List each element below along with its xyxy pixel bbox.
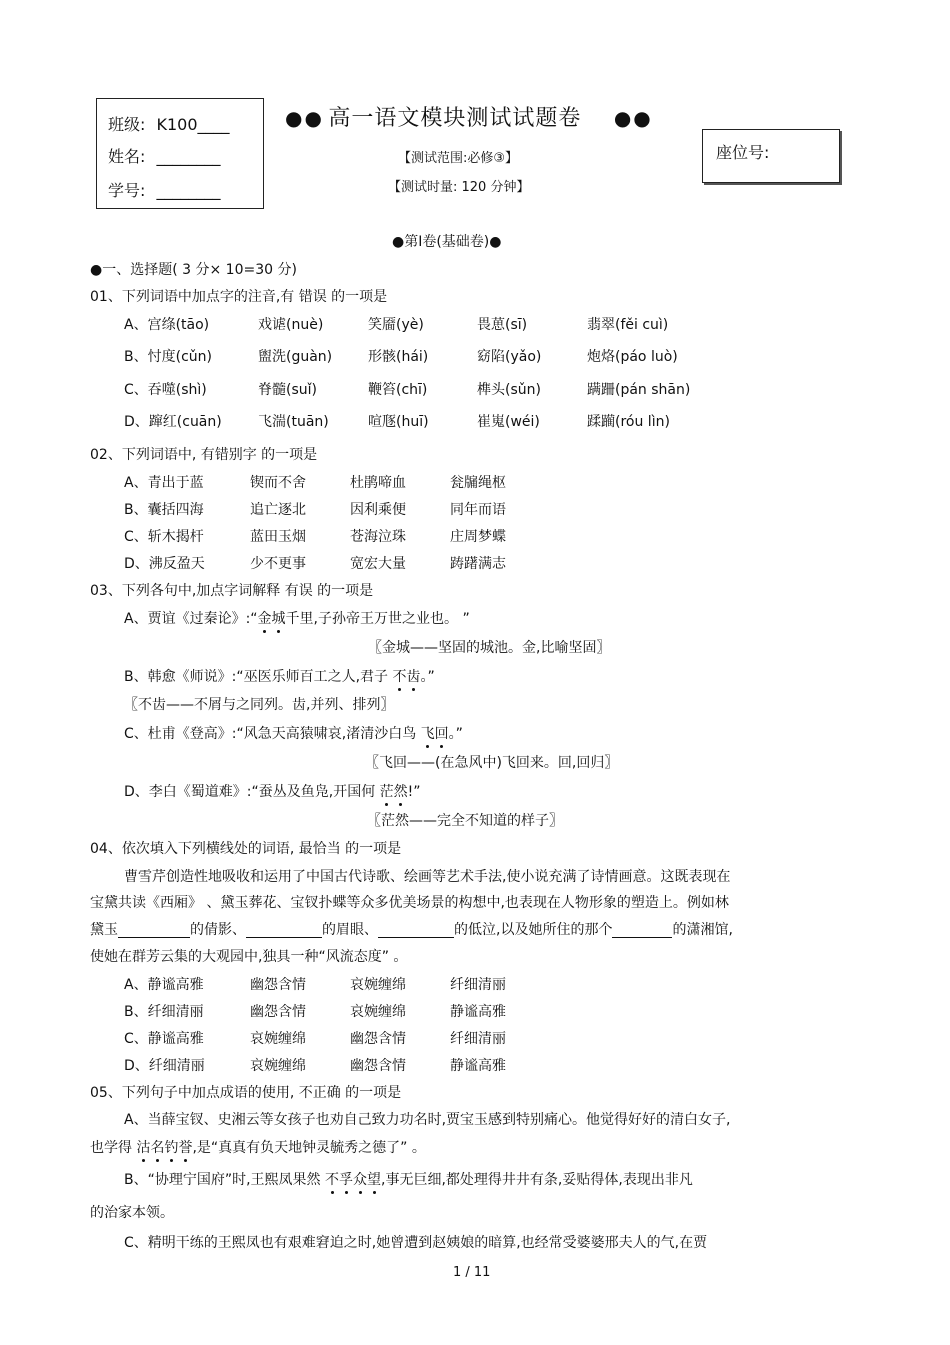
option-cell: 窈陷(yǎo) [477,349,542,365]
id-label: 学号: [108,181,146,200]
option-cell: D、蹿红(cuān) [124,414,222,430]
option-cell: 幽怨含情 [250,1004,306,1020]
question-05-option-a-line2 [90,1141,426,1155]
option-cell: 脊髓(suǐ) [258,382,317,398]
option-cell: D、纤细清丽 [124,1058,205,1074]
seat-label: 座位号: [716,143,770,162]
option-cell: 静谧高雅 [450,1004,506,1020]
fill-blank [612,923,672,938]
option-cell: C、吞噬(shì) [124,382,207,398]
emphasized-word: 金城 [257,611,286,627]
option-cell: A、青出于蓝 [124,475,204,491]
emphasized-word: 沽名钓誉 [136,1140,193,1156]
option-cell: 哀婉缠绵 [250,1058,306,1074]
question-03-option-a [124,612,470,626]
passage-text: 的倩影、 [190,922,246,938]
question-05-stem: 05、下列句子中加点成语的使用, 不正确 的一项是 [90,1085,402,1101]
option-cell: 瓮牖绳枢 [450,475,506,491]
question-01-stem: 01、下列词语中加点字的注音,有 错误 的一项是 [90,289,388,305]
fill-blank [246,923,322,938]
option-cell: 蹂躏(róu lìn) [587,414,670,430]
option-cell: 鞭笞(chī) [368,382,428,398]
option-cell: C、静谧高雅 [124,1031,204,1047]
option-cell: 踌躇满志 [450,556,506,572]
option-cell: B、囊括四海 [124,502,204,518]
page-number: 1 / 11 [453,1265,491,1280]
option-cell: 纤细清丽 [450,977,506,993]
class-field [108,117,230,133]
emphasized-word: 茫然 [379,784,408,800]
option-cell: 崔嵬(wéi) [477,414,540,430]
option-cell: 锲而不舍 [250,475,306,491]
question-03-note-a: 〖金城——坚固的城池。金,比喻坚固〗 [368,640,611,656]
option-cell: 哀婉缠绵 [350,977,406,993]
question-05-option-c-line1: C、精明干练的王熙凤也有艰难窘迫之时,她曾遭到赵姨娘的暗算,也经常受婆婆邢夫人的气,在贾 [124,1235,708,1251]
option-text: 。” [420,669,435,685]
option-cell: 幽怨含情 [250,977,306,993]
test-scope: 【测试范围:必修③】 [398,151,519,166]
question-03-option-b [124,670,435,684]
passage-text: 黛玉 [90,922,118,938]
option-cell: 炮烙(páo luò) [587,349,678,365]
question-03-option-c [124,727,463,741]
option-text: A、贾谊《过秦论》:“ [124,611,258,627]
section-heading: ●一、选择题( 3 分× 10=30 分) [90,262,297,278]
option-cell: 宽宏大量 [350,556,406,572]
option-text: 也学得 [90,1140,137,1156]
passage-line: 使她在群芳云集的大观园中,独具一种“风流态度” 。 [90,949,408,965]
test-time: 【测试时量: 120 分钟】 [388,180,530,195]
option-cell: 同年而语 [450,502,506,518]
class-label: 班级: [108,115,146,134]
emphasized-word: 不孚众望 [325,1172,382,1188]
fill-blank [378,923,454,938]
option-cell: 追亡逐北 [250,502,306,518]
option-cell: 哀婉缠绵 [350,1004,406,1020]
id-field [108,183,221,199]
option-cell: B、纤细清丽 [124,1004,204,1020]
option-text: 千里,子孙帝王万世之业也。 ” [285,611,470,627]
option-text: 。” [448,726,463,742]
name-field [108,149,221,165]
option-cell: 庄周梦蝶 [450,529,506,545]
title-dots-left: ●● [285,106,324,130]
title-dots-right: ●● [613,106,653,130]
option-cell: 静谧高雅 [450,1058,506,1074]
fill-blank [118,923,190,938]
passage-text: 的潇湘馆, [672,922,733,938]
option-cell: A、宫绦(tāo) [124,317,210,333]
option-cell: 榫头(sǔn) [477,382,541,398]
option-cell: C、斩木揭杆 [124,529,204,545]
option-text: C、杜甫《登高》:“风急天高猿啸哀,渚清沙白鸟 [124,726,421,742]
emphasized-word: 不齿 [392,669,421,685]
passage-text: 的眉眼、 [322,922,378,938]
question-03-note-c: 〖飞回——(在急风中)飞回来。回,回归〗 [365,755,619,771]
question-05-option-a-line1: A、当薛宝钗、史湘云等女孩子也劝自己致力功名时,贾宝玉感到特别痛心。他觉得好好的清白女子, [124,1112,731,1128]
option-text: !” [407,784,421,800]
option-cell: 少不更事 [250,556,306,572]
question-03-note-d: 〖茫然——完全不知道的样子〗 [367,813,563,829]
option-cell: 纤细清丽 [450,1031,506,1047]
option-cell: 畏葸(sī) [477,317,528,333]
option-text: ,是“真真有负天地钟灵毓秀之德了” 。 [192,1140,426,1156]
option-cell: 幽怨含情 [350,1058,406,1074]
question-03-option-d [124,785,421,799]
option-text: B、韩愈《师说》:“巫医乐师百工之人,君子 [124,669,393,685]
option-text: D、李白《蜀道难》:“蚕丛及鱼凫,开国何 [124,784,380,800]
name-label: 姓名: [108,147,146,166]
emphasized-word: 飞回 [420,726,449,742]
option-cell: D、沸反盈天 [124,556,205,572]
option-cell: 飞湍(tuān) [258,414,329,430]
question-04-stem: 04、依次填入下列横线处的词语, 最恰当 的一项是 [90,841,402,857]
option-cell: 戏谑(nuè) [258,317,324,333]
option-cell: 因利乘便 [350,502,406,518]
option-cell: A、静谧高雅 [124,977,204,993]
option-text: B、“协理宁国府”时,王熙凤果然 [124,1172,326,1188]
option-cell: 杜鹃啼血 [350,475,406,491]
option-cell: 幽怨含情 [350,1031,406,1047]
id-blank: ________ [156,181,221,200]
option-cell: 盥洗(guàn) [258,349,333,365]
class-value: K100____ [156,115,230,134]
question-02-stem: 02、下列词语中, 有错别字 的一项是 [90,447,318,463]
option-cell: 哀婉缠绵 [250,1031,306,1047]
option-cell: 蹒跚(pán shān) [587,382,691,398]
option-text: ,事无巨细,都处理得井井有条,妥贴得体,表现出非凡 [381,1172,693,1188]
page-title [285,108,653,130]
passage-text: 的低泣,以及她所住的那个 [454,922,613,938]
name-blank: ________ [156,147,221,166]
passage-line: 宝黛共读《西厢》 、黛玉葬花、宝钗扑蝶等众多优美场景的构想中,也表现在人物形象的塑造上。例如林 [90,895,729,911]
question-05-option-b-line1 [124,1173,693,1187]
volume-heading: ●第Ⅰ卷(基础卷)● [392,234,502,250]
option-cell: B、忖度(cǔn) [124,349,212,365]
option-cell: 喧豗(huī) [368,414,429,430]
option-cell: 蓝田玉烟 [250,529,306,545]
question-05-option-b-line2: 的治家本领。 [90,1205,174,1221]
option-cell: 笑靥(yè) [368,317,424,333]
passage-line-with-blanks [90,923,733,938]
title-text: 高一语文模块测试试题卷 [328,106,582,131]
option-cell: 苍海泣珠 [350,529,406,545]
passage-line: 曹雪芹创造性地吸收和运用了中国古代诗歌、绘画等艺术手法,使小说充满了诗情画意。这既表现在 [124,869,731,885]
option-cell: 形骸(hái) [368,349,429,365]
option-cell: 翡翠(fěi cuì) [587,317,669,333]
question-03-note-b: 〖不齿——不屑与之同列。齿,并列、排列〗 [124,697,395,713]
question-03-stem: 03、下列各句中,加点字词解释 有误 的一项是 [90,583,374,599]
